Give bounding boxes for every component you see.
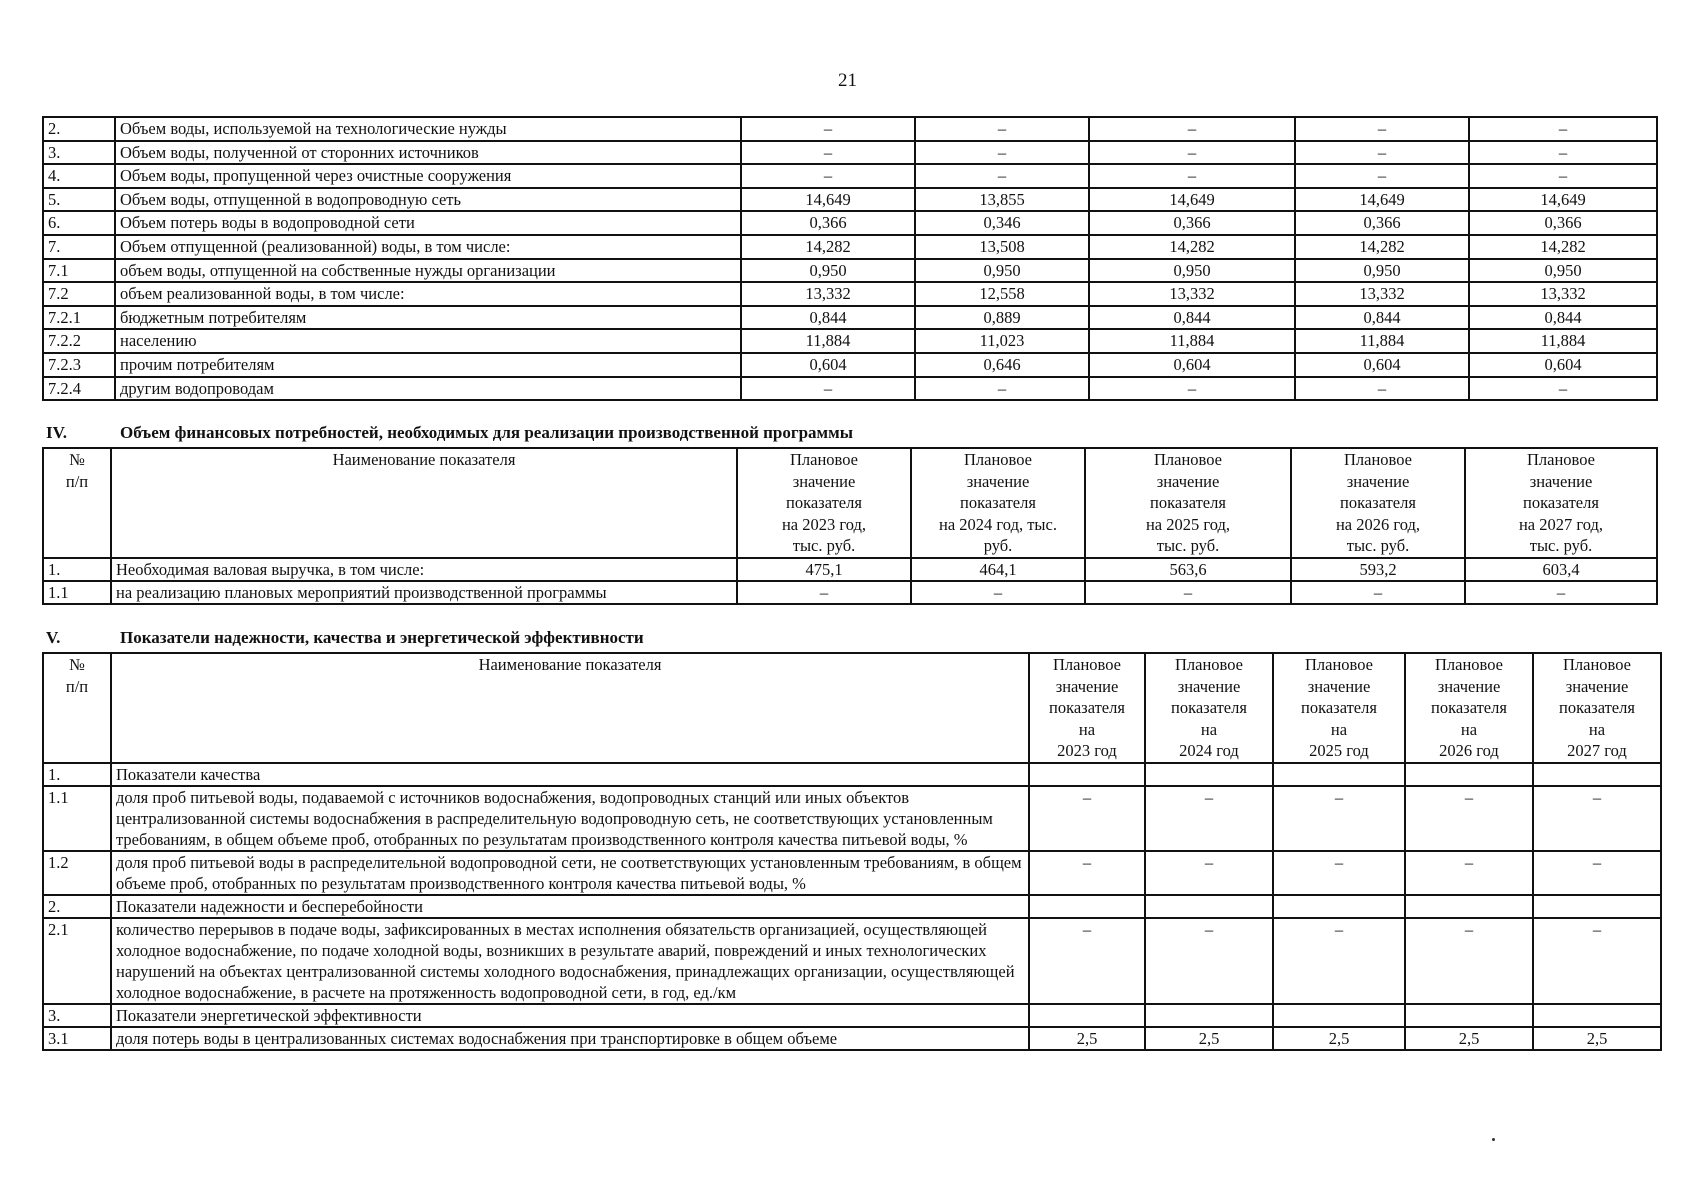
financial-needs-table (42, 447, 1658, 605)
table-row (43, 211, 1657, 235)
row-number: 1. (43, 763, 111, 786)
col-header-name: Наименование показателя (111, 653, 1029, 763)
page-number: 21 (838, 70, 857, 91)
row-value-2025: – (1089, 164, 1295, 188)
row-value-2027: – (1469, 377, 1657, 401)
table-row (43, 377, 1657, 401)
col-header-2024: Плановое значение показателя на 2024 год, тыс. руб. (911, 448, 1085, 558)
row-value-2025: – (1273, 918, 1405, 1004)
row-value-2027: – (1469, 117, 1657, 141)
col-header-2027: Плановое значение показателя на 2027 год (1533, 653, 1661, 763)
row-indicator-name: доля проб питьевой воды в распределительной водопроводной сети, не соответствующих установленным требованиям, в общем объеме проб, отобранных по результатам производственного контроля качества питьевой воды, % (111, 851, 1029, 895)
row-number: 7.2 (43, 282, 115, 306)
row-value-2023: 2,5 (1029, 1027, 1145, 1050)
row-value-2026: 0,366 (1295, 211, 1469, 235)
scan-speck (1492, 1138, 1495, 1141)
col-header-2023: Плановое значение показателя на 2023 год, тыс. руб. (737, 448, 911, 558)
row-value-2023: 0,604 (741, 353, 915, 377)
row-value-2025: – (1273, 786, 1405, 851)
row-value-2023: 11,884 (741, 329, 915, 353)
row-indicator-name: населению (115, 329, 741, 353)
table-row (43, 306, 1657, 330)
row-value-2023: 14,649 (741, 188, 915, 212)
row-value-2025: 563,6 (1085, 558, 1291, 581)
row-value-2024: 0,646 (915, 353, 1089, 377)
table-row (43, 1004, 1661, 1027)
table-row (43, 259, 1657, 283)
row-indicator-name: прочим потребителям (115, 353, 741, 377)
row-value-2024 (1145, 763, 1273, 786)
section-iv-title: Объем финансовых потребностей, необходимых для реализации производственной программы (120, 423, 853, 442)
row-value-2026: – (1405, 786, 1533, 851)
row-value-2026: 11,884 (1295, 329, 1469, 353)
table-row (43, 117, 1657, 141)
row-value-2025: 0,366 (1089, 211, 1295, 235)
section-iv-heading (46, 423, 853, 443)
row-number: 1.2 (43, 851, 111, 895)
row-value-2026: 0,604 (1295, 353, 1469, 377)
row-value-2025: 0,950 (1089, 259, 1295, 283)
row-value-2023: – (741, 377, 915, 401)
row-value-2027: – (1469, 141, 1657, 165)
row-value-2026: – (1405, 918, 1533, 1004)
row-value-2027: 13,332 (1469, 282, 1657, 306)
col-header-2024: Плановое значение показателя на 2024 год (1145, 653, 1273, 763)
row-number: 3.1 (43, 1027, 111, 1050)
row-value-2027 (1533, 1004, 1661, 1027)
row-number: 2. (43, 895, 111, 918)
row-value-2027: 603,4 (1465, 558, 1657, 581)
row-value-2023 (1029, 1004, 1145, 1027)
section-v-title: Показатели надежности, качества и энергетической эффективности (120, 628, 644, 647)
row-value-2023: 13,332 (741, 282, 915, 306)
row-value-2027: 14,649 (1469, 188, 1657, 212)
row-indicator-name: Объем потерь воды в водопроводной сети (115, 211, 741, 235)
table-row (43, 353, 1657, 377)
row-indicator-name: Объем воды, используемой на технологические нужды (115, 117, 741, 141)
row-number: 7.1 (43, 259, 115, 283)
table-row (43, 1027, 1661, 1050)
table-row (43, 188, 1657, 212)
row-number: 2. (43, 117, 115, 141)
row-value-2024: 13,855 (915, 188, 1089, 212)
row-value-2025 (1273, 763, 1405, 786)
row-value-2026: 593,2 (1291, 558, 1465, 581)
row-value-2023: 14,282 (741, 235, 915, 259)
row-indicator-name: объем реализованной воды, в том числе: (115, 282, 741, 306)
row-value-2024: 0,950 (915, 259, 1089, 283)
section-v-heading (46, 628, 644, 648)
row-number: 1. (43, 558, 111, 581)
row-indicator-name: Показатели качества (111, 763, 1029, 786)
row-indicator-name: Объем отпущенной (реализованной) воды, в том числе: (115, 235, 741, 259)
row-value-2027: 2,5 (1533, 1027, 1661, 1050)
row-value-2024 (1145, 1004, 1273, 1027)
row-value-2024: – (911, 581, 1085, 604)
row-value-2026: – (1295, 377, 1469, 401)
table-row (43, 141, 1657, 165)
row-value-2026: – (1291, 581, 1465, 604)
row-value-2026 (1405, 1004, 1533, 1027)
row-value-2027: 0,604 (1469, 353, 1657, 377)
row-number: 7.2.1 (43, 306, 115, 330)
row-value-2027: 11,884 (1469, 329, 1657, 353)
row-value-2023: – (1029, 786, 1145, 851)
row-value-2024: – (915, 141, 1089, 165)
table-row (43, 786, 1661, 851)
row-indicator-name: Показатели энергетической эффективности (111, 1004, 1029, 1027)
row-indicator-name: Показатели надежности и бесперебойности (111, 895, 1029, 918)
row-indicator-name: Объем воды, полученной от сторонних источников (115, 141, 741, 165)
row-number: 1.1 (43, 581, 111, 604)
row-value-2025: – (1273, 851, 1405, 895)
table-row (43, 895, 1661, 918)
row-number: 2.1 (43, 918, 111, 1004)
row-value-2025: 14,282 (1089, 235, 1295, 259)
col-header-name: Наименование показателя (111, 448, 737, 558)
row-value-2024 (1145, 895, 1273, 918)
row-value-2023: – (741, 117, 915, 141)
row-value-2024: 11,023 (915, 329, 1089, 353)
table-row (43, 918, 1661, 1004)
row-value-2027: 0,366 (1469, 211, 1657, 235)
row-value-2024: – (1145, 786, 1273, 851)
row-value-2023: – (741, 141, 915, 165)
row-value-2023: 0,366 (741, 211, 915, 235)
water-volume-table (42, 116, 1658, 401)
col-header-2026: Плановое значение показателя на 2026 год, тыс. руб. (1291, 448, 1465, 558)
row-value-2024: 0,346 (915, 211, 1089, 235)
row-value-2024: – (1145, 918, 1273, 1004)
table-row (43, 282, 1657, 306)
table-row (43, 763, 1661, 786)
row-value-2026: 13,332 (1295, 282, 1469, 306)
row-indicator-name: Необходимая валовая выручка, в том числе: (111, 558, 737, 581)
row-value-2024: 2,5 (1145, 1027, 1273, 1050)
row-value-2025: – (1085, 581, 1291, 604)
col-header-2023: Плановое значение показателя на 2023 год (1029, 653, 1145, 763)
row-indicator-name: объем воды, отпущенной на собственные нужды организации (115, 259, 741, 283)
row-value-2027: – (1533, 851, 1661, 895)
row-indicator-name: доля потерь воды в централизованных системах водоснабжения при транспортировке в общем объеме (111, 1027, 1029, 1050)
row-value-2025: 0,844 (1089, 306, 1295, 330)
row-value-2023: 475,1 (737, 558, 911, 581)
row-number: 7.2.3 (43, 353, 115, 377)
row-number: 6. (43, 211, 115, 235)
row-value-2025: 14,649 (1089, 188, 1295, 212)
row-number: 3. (43, 141, 115, 165)
row-number: 3. (43, 1004, 111, 1027)
row-value-2026: – (1295, 164, 1469, 188)
row-value-2027: 0,844 (1469, 306, 1657, 330)
table-row (43, 164, 1657, 188)
col-header-number: № п/п (43, 653, 111, 763)
row-value-2026: 14,282 (1295, 235, 1469, 259)
row-value-2027: – (1469, 164, 1657, 188)
col-header-2025: Плановое значение показателя на 2025 год, тыс. руб. (1085, 448, 1291, 558)
row-number: 7.2.4 (43, 377, 115, 401)
row-value-2027 (1533, 895, 1661, 918)
row-value-2025: – (1089, 141, 1295, 165)
table-row (43, 851, 1661, 895)
row-value-2026: – (1295, 117, 1469, 141)
row-value-2024: – (915, 377, 1089, 401)
row-value-2026 (1405, 895, 1533, 918)
table-row (43, 558, 1657, 581)
row-indicator-name: другим водопроводам (115, 377, 741, 401)
section-v-number: V. (46, 628, 61, 647)
reliability-quality-table (42, 652, 1662, 1051)
col-header-number: № п/п (43, 448, 111, 558)
col-header-2026: Плановое значение показателя на 2026 год (1405, 653, 1533, 763)
row-indicator-name: Объем воды, отпущенной в водопроводную сеть (115, 188, 741, 212)
row-value-2026 (1405, 763, 1533, 786)
row-value-2025: – (1089, 117, 1295, 141)
row-value-2023: – (737, 581, 911, 604)
row-value-2023 (1029, 895, 1145, 918)
row-value-2024: 0,889 (915, 306, 1089, 330)
row-indicator-name: на реализацию плановых мероприятий производственной программы (111, 581, 737, 604)
row-value-2023 (1029, 763, 1145, 786)
row-value-2025: 11,884 (1089, 329, 1295, 353)
row-value-2024: – (915, 117, 1089, 141)
row-value-2026: 14,649 (1295, 188, 1469, 212)
row-value-2026: – (1405, 851, 1533, 895)
row-value-2027: – (1533, 918, 1661, 1004)
row-value-2023: – (1029, 918, 1145, 1004)
row-value-2024: 12,558 (915, 282, 1089, 306)
row-value-2025: 13,332 (1089, 282, 1295, 306)
section-iv-number: IV. (46, 423, 67, 442)
row-value-2026: 0,950 (1295, 259, 1469, 283)
row-value-2023: – (1029, 851, 1145, 895)
row-indicator-name: бюджетным потребителям (115, 306, 741, 330)
row-number: 1.1 (43, 786, 111, 851)
row-value-2025: – (1089, 377, 1295, 401)
row-indicator-name: количество перерывов в подаче воды, зафиксированных в местах исполнения обязательств организацией, осуществляющей холодное водоснабжение, по подаче холодной воды, возникших в результате аварий, повреждений и иных технологических нарушений на объектах централизованной системы холодного водоснабжения, принадлежащих организации, осуществляющей холодное водоснабжение, в расчете на протяженность водопроводной сети, в год, ед./км (111, 918, 1029, 1004)
row-value-2026: – (1295, 141, 1469, 165)
row-value-2024: – (915, 164, 1089, 188)
row-value-2024: 13,508 (915, 235, 1089, 259)
table-header-row (43, 653, 1661, 763)
row-value-2026: 2,5 (1405, 1027, 1533, 1050)
table-row (43, 329, 1657, 353)
row-value-2024: – (1145, 851, 1273, 895)
row-value-2027: – (1533, 786, 1661, 851)
row-number: 7.2.2 (43, 329, 115, 353)
row-value-2027: – (1465, 581, 1657, 604)
row-value-2024: 464,1 (911, 558, 1085, 581)
col-header-2025: Плановое значение показателя на 2025 год (1273, 653, 1405, 763)
row-indicator-name: Объем воды, пропущенной через очистные сооружения (115, 164, 741, 188)
row-number: 4. (43, 164, 115, 188)
col-header-2027: Плановое значение показателя на 2027 год, тыс. руб. (1465, 448, 1657, 558)
table-row (43, 581, 1657, 604)
row-value-2027: 0,950 (1469, 259, 1657, 283)
row-value-2023: – (741, 164, 915, 188)
row-indicator-name: доля проб питьевой воды, подаваемой с источников водоснабжения, водопроводных станций или иных объектов централизованной системы водоснабжения в распределительную водопроводную сеть, не соответствующих установленным требованиям, в общем объеме проб, отобранных по результатам производственного контроля качества питьевой воды, % (111, 786, 1029, 851)
row-value-2025 (1273, 895, 1405, 918)
row-value-2027 (1533, 763, 1661, 786)
row-value-2025 (1273, 1004, 1405, 1027)
row-value-2025: 0,604 (1089, 353, 1295, 377)
row-value-2025: 2,5 (1273, 1027, 1405, 1050)
row-value-2026: 0,844 (1295, 306, 1469, 330)
row-value-2023: 0,844 (741, 306, 915, 330)
table-header-row (43, 448, 1657, 558)
row-value-2023: 0,950 (741, 259, 915, 283)
row-number: 7. (43, 235, 115, 259)
table-row (43, 235, 1657, 259)
row-number: 5. (43, 188, 115, 212)
row-value-2027: 14,282 (1469, 235, 1657, 259)
